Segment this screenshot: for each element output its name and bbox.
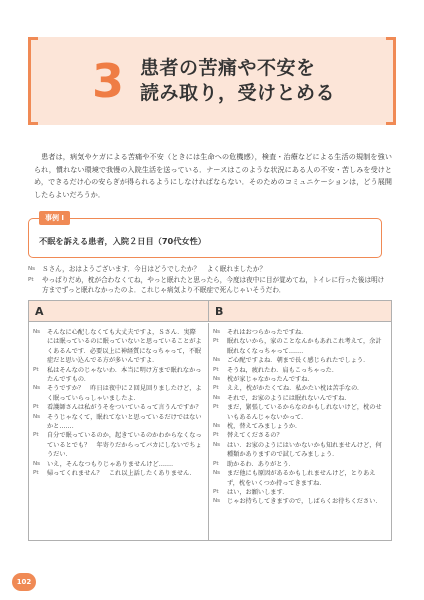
case-label: 事例 I	[39, 211, 70, 225]
case-box	[28, 214, 382, 258]
chapter-title	[140, 56, 380, 106]
case-title: 不眠を訴える患者，入院２日目（70代女性）	[39, 236, 206, 246]
opening-dialogue	[28, 264, 388, 296]
dialogue-line	[213, 441, 385, 460]
speaker-label: Ns	[28, 266, 36, 272]
comparison-table	[28, 300, 392, 541]
dialogue-line	[33, 366, 202, 385]
dialogue-line	[213, 488, 385, 497]
dialogue-text: それで，お家のようには眠れないんですね．	[227, 394, 351, 402]
dialogue-text: 私はそんなのじゃないわ．本当に明け方まで眠れなかったんですもの．	[47, 366, 202, 384]
speaker-label: Ns	[213, 441, 221, 448]
dialogue-line	[213, 337, 385, 356]
speaker-label: Pt	[33, 404, 39, 411]
speaker-label: Ns	[33, 460, 41, 467]
chapter-title-line1: 患者の苦痛や不安を	[140, 57, 316, 79]
dialogue-text: 看護師さんは私がうそをついているって言うんですか？	[47, 404, 202, 412]
dialogue-line	[213, 403, 385, 422]
speaker-label: Ns	[213, 394, 221, 401]
dialogue-text: まだ，緊張しているからなのかもしれないけど，枕のせいもあるんじゃないかって．	[227, 404, 382, 421]
column-a-header: A	[29, 301, 209, 322]
dialogue-text: 帰ってくれません？ これ以上話したくありません．	[47, 470, 196, 478]
dialogue-text: はい．お家のようにはいかないかも知れませんけど，何種類かありますので試してみましょう．	[227, 441, 382, 459]
speaker-label: Ns	[213, 376, 221, 383]
speaker-label: Pt	[213, 338, 219, 345]
speaker-label: Pt	[28, 276, 34, 283]
dialogue-text: 枕が家じゃなかったんですね．	[227, 376, 314, 384]
intro-paragraph: 患者は，病気やケガによる苦痛や不安（ときには生命への危機感），検査・治療などによる生活の規制を強いられ，慣れない環境で我慢の入院生活を送っている．ナースはこのような状況にある人の不安・苦しみを受けとめ，できるだけ心の安らぎが得られるようにしなければならない．そのためのコミュニケーションは，どう展開したらよいだろうか．	[34, 152, 392, 199]
dialogue-text: 替えてくださるの？	[227, 432, 283, 440]
column-b	[209, 323, 391, 540]
speaker-label: Pt	[213, 460, 219, 467]
chapter-title-line2: 読み取り，受けとめる	[140, 82, 336, 104]
speaker-label: Pt	[213, 488, 219, 495]
dialogue-line	[213, 460, 385, 469]
chapter-title-block	[28, 37, 396, 125]
dialogue-text: じゃお持ちしてきますので，しばらくお待ちください．	[227, 498, 382, 506]
dialogue-text: そうね，疲れたわ．肩もこっちゃった．	[227, 366, 339, 374]
dialogue-text: いえ，そんなつもりじゃありませんけど……．	[47, 460, 178, 468]
dialogue-text: やっぱりだめ，枕が合わなくてね，やっと眠れたと思ったら，今度は夜中に目が覚めてね，トイレに行った後は明け方までずっと眠れなかったのよ．これじゃ病気より不眠症で死んじゃいそうだわ．	[42, 275, 385, 294]
dialogue-line	[213, 497, 385, 506]
speaker-label: Pt	[213, 432, 219, 439]
chapter-number: 3	[91, 54, 124, 108]
speaker-label: Ns	[213, 470, 221, 477]
dialogue-line	[33, 431, 202, 459]
dialogue-line	[33, 413, 202, 432]
dialogue-text: ええ，枕がかたくてね．私かたい枕は苦手なの．	[227, 385, 364, 393]
speaker-label: Ns	[33, 385, 41, 392]
column-b-header: B	[209, 301, 391, 322]
dialogue-text: Ｓさん，おはようございます．今日はどうでしたか？ よく眠れましたか？	[42, 265, 267, 273]
dialogue-text: そんなに心配しなくても大丈夫ですよ，Ｓさん．実際には眠っているのに眠っていないと思っていることがよくあるんです．必要以上に神経質になっちゃって，不眠症だと思い込んでる方が多いんですよ．	[47, 329, 202, 365]
dialogue-line	[213, 375, 385, 384]
speaker-label: Pt	[33, 470, 39, 477]
speaker-label: Ns	[213, 357, 221, 364]
dialogue-line	[33, 384, 202, 403]
dialogue-text: それはおつらかったですね．	[227, 329, 308, 336]
dialogue-line	[213, 356, 385, 365]
dialogue-line	[213, 469, 385, 488]
speaker-label: Ns	[33, 329, 41, 335]
dialogue-line	[213, 394, 385, 403]
dialogue-text: 助かるわ．ありがとう．	[227, 460, 295, 468]
dialogue-line	[213, 422, 385, 431]
dialogue-line	[213, 431, 385, 440]
speaker-label: Pt	[213, 385, 219, 392]
dialogue-line	[33, 403, 202, 412]
speaker-label: Pt	[213, 366, 219, 373]
dialogue-line	[33, 469, 202, 478]
speaker-label: Ns	[213, 498, 221, 505]
speaker-label: Pt	[33, 432, 39, 439]
speaker-label: Pt	[213, 404, 219, 411]
dialogue-line	[28, 264, 388, 275]
dialogue-text: そうですか？ 昨日は夜中に２回見回りましたけど，よく眠っていらっしゃいましたよ．	[47, 385, 202, 402]
dialogue-text: まだ他にも原因があるかもしれませんけど，とりあえず，枕をいくつか持ってきますね．	[227, 470, 376, 487]
dialogue-line	[33, 328, 202, 366]
column-a	[29, 323, 209, 540]
dialogue-text: 枕，替えてみましょうか．	[227, 423, 302, 431]
dialogue-text: 自分で眠っているのか，起きているのかわからなくなっているとでも？ 年寄りだからってバカにしないでちょうだい．	[47, 432, 202, 459]
dialogue-line	[213, 366, 385, 375]
dialogue-text: はい，お願いします．	[227, 488, 289, 496]
dialogue-text: そうじゃなくて，眠れてないと思っているだけではないかと……．	[47, 413, 202, 431]
speaker-label: Ns	[33, 413, 41, 420]
dialogue-text: ご心配ですよね．朝まで長く感じられたでしょう．	[227, 357, 370, 365]
dialogue-line	[33, 460, 202, 469]
left-bracket	[28, 37, 38, 125]
dialogue-line	[213, 328, 385, 337]
dialogue-text: 眠れないから，家のことなんかもあれこれ考えて，余計眠れなくなっちゃって……．	[227, 338, 382, 355]
speaker-label: Pt	[33, 366, 39, 373]
speaker-label: Ns	[213, 423, 221, 430]
dialogue-line	[213, 384, 385, 393]
page-number: 102	[12, 573, 36, 591]
dialogue-line	[28, 275, 388, 296]
speaker-label: Ns	[213, 329, 221, 335]
right-bracket	[386, 37, 396, 125]
